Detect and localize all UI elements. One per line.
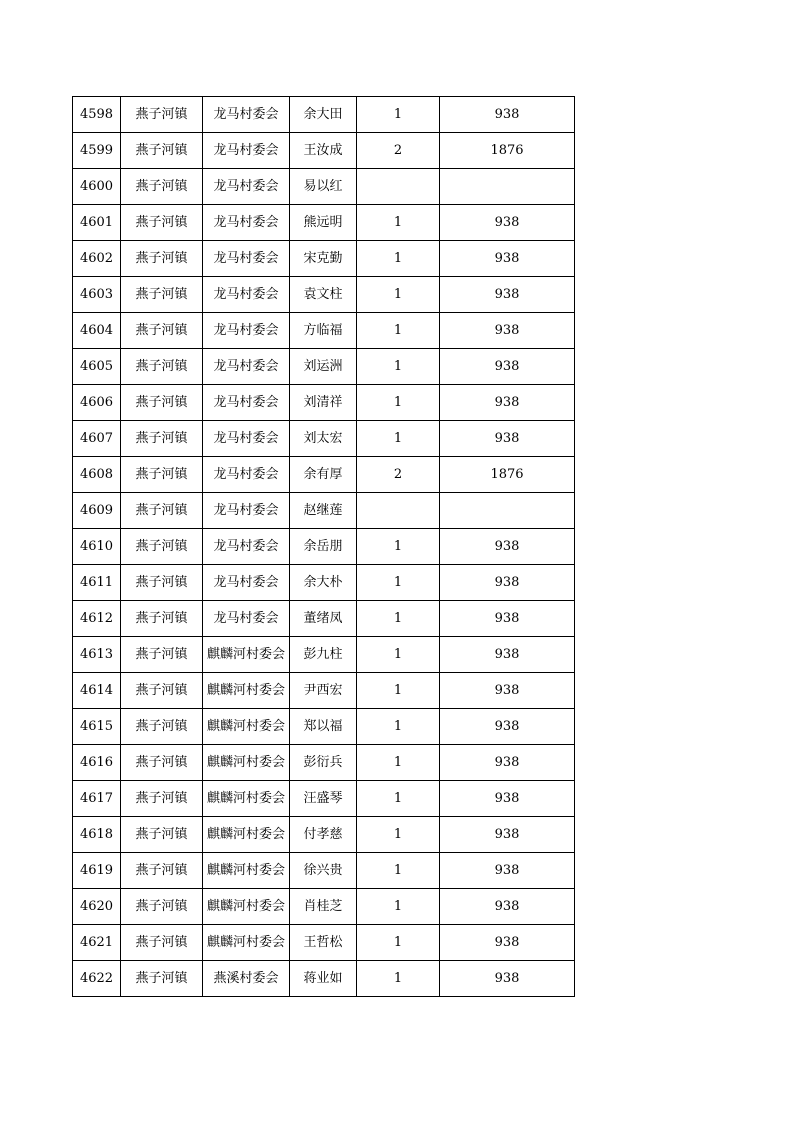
cell-person-name: 郑以福 (290, 709, 357, 745)
cell-town: 燕子河镇 (121, 277, 203, 313)
cell-serial-number: 4618 (73, 817, 121, 853)
cell-person-name: 赵继莲 (290, 493, 357, 529)
cell-amount: 938 (440, 637, 575, 673)
table-row (73, 169, 575, 205)
cell-count: 1 (357, 601, 440, 637)
cell-village-committee: 龙马村委会 (203, 493, 290, 529)
cell-village-committee: 麒麟河村委会 (203, 745, 290, 781)
cell-count: 1 (357, 205, 440, 241)
cell-count: 1 (357, 925, 440, 961)
table-row (73, 817, 575, 853)
cell-amount (440, 493, 575, 529)
table-body (73, 97, 575, 997)
cell-serial-number: 4621 (73, 925, 121, 961)
table-row (73, 349, 575, 385)
cell-count: 1 (357, 889, 440, 925)
cell-town: 燕子河镇 (121, 673, 203, 709)
cell-count: 1 (357, 709, 440, 745)
table-row (73, 133, 575, 169)
cell-count: 1 (357, 241, 440, 277)
cell-amount: 938 (440, 745, 575, 781)
cell-amount: 938 (440, 277, 575, 313)
table-row (73, 493, 575, 529)
cell-count: 1 (357, 745, 440, 781)
cell-village-committee: 燕溪村委会 (203, 961, 290, 997)
table-row (73, 781, 575, 817)
cell-town: 燕子河镇 (121, 493, 203, 529)
cell-village-committee: 龙马村委会 (203, 457, 290, 493)
cell-amount: 938 (440, 853, 575, 889)
cell-village-committee: 麒麟河村委会 (203, 889, 290, 925)
cell-count: 1 (357, 385, 440, 421)
cell-count: 1 (357, 277, 440, 313)
cell-serial-number: 4619 (73, 853, 121, 889)
cell-person-name: 彭衍兵 (290, 745, 357, 781)
cell-village-committee: 龙马村委会 (203, 529, 290, 565)
cell-count (357, 493, 440, 529)
cell-serial-number: 4605 (73, 349, 121, 385)
table-row (73, 277, 575, 313)
cell-person-name: 余有厚 (290, 457, 357, 493)
cell-count: 1 (357, 673, 440, 709)
table-row (73, 313, 575, 349)
cell-town: 燕子河镇 (121, 709, 203, 745)
cell-village-committee: 龙马村委会 (203, 97, 290, 133)
cell-village-committee: 龙马村委会 (203, 313, 290, 349)
cell-serial-number: 4616 (73, 745, 121, 781)
cell-person-name: 袁文柱 (290, 277, 357, 313)
cell-town: 燕子河镇 (121, 889, 203, 925)
cell-person-name: 付孝慈 (290, 817, 357, 853)
table-row (73, 745, 575, 781)
cell-village-committee: 龙马村委会 (203, 133, 290, 169)
cell-town: 燕子河镇 (121, 97, 203, 133)
table-row (73, 529, 575, 565)
table-row (73, 709, 575, 745)
cell-person-name: 汪盛琴 (290, 781, 357, 817)
cell-village-committee: 龙马村委会 (203, 277, 290, 313)
table-row (73, 889, 575, 925)
cell-town: 燕子河镇 (121, 421, 203, 457)
table-row (73, 241, 575, 277)
cell-amount: 938 (440, 889, 575, 925)
cell-person-name: 熊远明 (290, 205, 357, 241)
cell-count: 1 (357, 349, 440, 385)
cell-serial-number: 4601 (73, 205, 121, 241)
cell-village-committee: 麒麟河村委会 (203, 637, 290, 673)
cell-serial-number: 4606 (73, 385, 121, 421)
cell-town: 燕子河镇 (121, 205, 203, 241)
cell-town: 燕子河镇 (121, 133, 203, 169)
cell-town: 燕子河镇 (121, 853, 203, 889)
cell-amount: 938 (440, 673, 575, 709)
cell-person-name: 董绪凤 (290, 601, 357, 637)
table-row (73, 637, 575, 673)
cell-village-committee: 龙马村委会 (203, 241, 290, 277)
cell-serial-number: 4614 (73, 673, 121, 709)
cell-serial-number: 4617 (73, 781, 121, 817)
cell-serial-number: 4609 (73, 493, 121, 529)
cell-person-name: 刘太宏 (290, 421, 357, 457)
cell-amount: 938 (440, 817, 575, 853)
cell-amount: 938 (440, 97, 575, 133)
cell-person-name: 肖桂芝 (290, 889, 357, 925)
table-row (73, 385, 575, 421)
cell-village-committee: 麒麟河村委会 (203, 709, 290, 745)
cell-serial-number: 4613 (73, 637, 121, 673)
cell-person-name: 刘清祥 (290, 385, 357, 421)
cell-count: 1 (357, 637, 440, 673)
cell-amount: 938 (440, 709, 575, 745)
cell-amount: 1876 (440, 457, 575, 493)
cell-amount: 1876 (440, 133, 575, 169)
cell-serial-number: 4602 (73, 241, 121, 277)
cell-town: 燕子河镇 (121, 637, 203, 673)
cell-town: 燕子河镇 (121, 781, 203, 817)
table-row (73, 205, 575, 241)
table-row (73, 601, 575, 637)
cell-person-name: 刘运洲 (290, 349, 357, 385)
cell-count: 1 (357, 313, 440, 349)
cell-village-committee: 麒麟河村委会 (203, 673, 290, 709)
cell-count: 1 (357, 817, 440, 853)
table-row (73, 961, 575, 997)
cell-town: 燕子河镇 (121, 565, 203, 601)
cell-village-committee: 麒麟河村委会 (203, 817, 290, 853)
cell-amount: 938 (440, 421, 575, 457)
cell-town: 燕子河镇 (121, 529, 203, 565)
cell-serial-number: 4600 (73, 169, 121, 205)
data-table (72, 96, 575, 997)
cell-person-name: 余大朴 (290, 565, 357, 601)
cell-count: 1 (357, 565, 440, 601)
cell-serial-number: 4598 (73, 97, 121, 133)
cell-person-name: 尹西宏 (290, 673, 357, 709)
cell-village-committee: 麒麟河村委会 (203, 781, 290, 817)
cell-town: 燕子河镇 (121, 961, 203, 997)
cell-village-committee: 龙马村委会 (203, 349, 290, 385)
cell-village-committee: 龙马村委会 (203, 421, 290, 457)
cell-person-name: 彭九柱 (290, 637, 357, 673)
cell-serial-number: 4622 (73, 961, 121, 997)
cell-town: 燕子河镇 (121, 241, 203, 277)
table-row (73, 457, 575, 493)
table-row (73, 853, 575, 889)
cell-person-name: 王汝成 (290, 133, 357, 169)
table-row (73, 925, 575, 961)
cell-village-committee: 龙马村委会 (203, 169, 290, 205)
cell-town: 燕子河镇 (121, 385, 203, 421)
cell-serial-number: 4599 (73, 133, 121, 169)
cell-count: 2 (357, 133, 440, 169)
cell-amount: 938 (440, 961, 575, 997)
cell-village-committee: 麒麟河村委会 (203, 925, 290, 961)
cell-town: 燕子河镇 (121, 745, 203, 781)
cell-person-name: 余岳朋 (290, 529, 357, 565)
cell-amount: 938 (440, 601, 575, 637)
cell-town: 燕子河镇 (121, 169, 203, 205)
cell-person-name: 余大田 (290, 97, 357, 133)
cell-person-name: 易以红 (290, 169, 357, 205)
cell-amount: 938 (440, 385, 575, 421)
cell-count: 1 (357, 961, 440, 997)
table-row (73, 97, 575, 133)
cell-amount: 938 (440, 205, 575, 241)
cell-serial-number: 4607 (73, 421, 121, 457)
table-row (73, 673, 575, 709)
cell-amount: 938 (440, 313, 575, 349)
cell-town: 燕子河镇 (121, 925, 203, 961)
cell-count (357, 169, 440, 205)
cell-count: 1 (357, 97, 440, 133)
cell-person-name: 徐兴贵 (290, 853, 357, 889)
cell-count: 2 (357, 457, 440, 493)
cell-town: 燕子河镇 (121, 601, 203, 637)
cell-village-committee: 龙马村委会 (203, 601, 290, 637)
cell-count: 1 (357, 853, 440, 889)
table-row (73, 421, 575, 457)
cell-count: 1 (357, 421, 440, 457)
cell-serial-number: 4608 (73, 457, 121, 493)
cell-town: 燕子河镇 (121, 313, 203, 349)
cell-person-name: 宋克勤 (290, 241, 357, 277)
cell-person-name: 方临福 (290, 313, 357, 349)
cell-town: 燕子河镇 (121, 349, 203, 385)
cell-amount: 938 (440, 529, 575, 565)
cell-serial-number: 4604 (73, 313, 121, 349)
cell-person-name: 蒋业如 (290, 961, 357, 997)
cell-village-committee: 龙马村委会 (203, 205, 290, 241)
cell-amount: 938 (440, 349, 575, 385)
cell-person-name: 王哲松 (290, 925, 357, 961)
cell-count: 1 (357, 781, 440, 817)
cell-amount: 938 (440, 241, 575, 277)
cell-serial-number: 4612 (73, 601, 121, 637)
cell-amount: 938 (440, 781, 575, 817)
cell-town: 燕子河镇 (121, 457, 203, 493)
cell-village-committee: 龙马村委会 (203, 565, 290, 601)
cell-serial-number: 4620 (73, 889, 121, 925)
cell-count: 1 (357, 529, 440, 565)
cell-amount: 938 (440, 925, 575, 961)
cell-village-committee: 麒麟河村委会 (203, 853, 290, 889)
cell-village-committee: 龙马村委会 (203, 385, 290, 421)
cell-serial-number: 4615 (73, 709, 121, 745)
cell-serial-number: 4610 (73, 529, 121, 565)
cell-serial-number: 4611 (73, 565, 121, 601)
cell-amount (440, 169, 575, 205)
cell-town: 燕子河镇 (121, 817, 203, 853)
table-row (73, 565, 575, 601)
cell-serial-number: 4603 (73, 277, 121, 313)
cell-amount: 938 (440, 565, 575, 601)
